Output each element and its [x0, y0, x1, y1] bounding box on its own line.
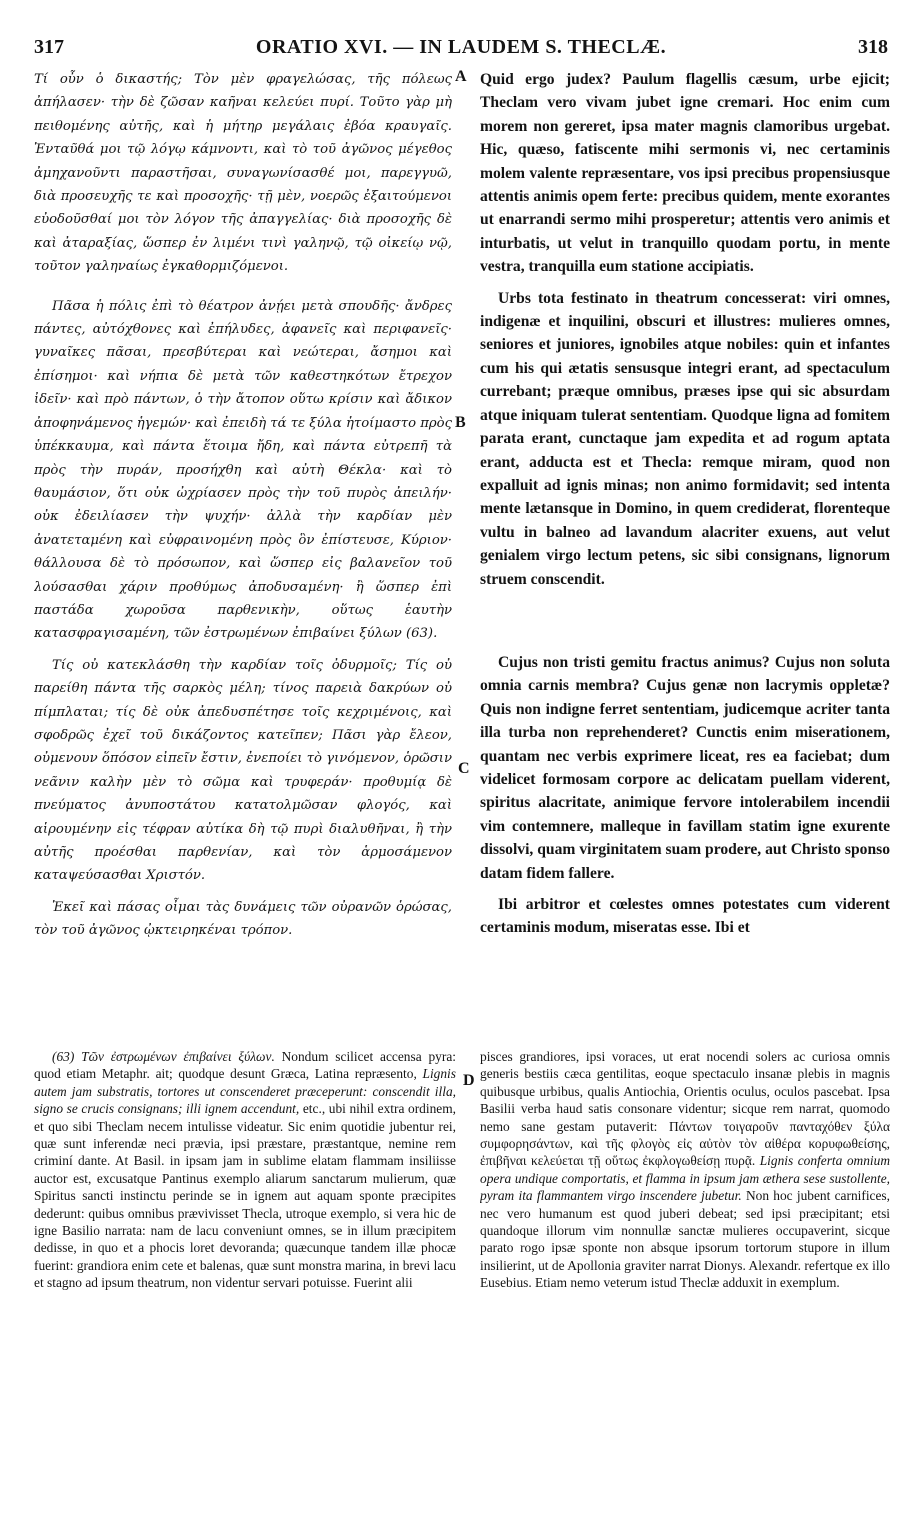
section-letter-c: C	[458, 760, 470, 777]
footnote-left-column	[34, 1048, 456, 1518]
footnote-text: Non hoc jubent carnifices, nec vero humanum est quod juberi debeat; sed ipsi præcipitant; etsi quandoque illorum vim nonnullæ sanctæ mulieres occupaverint, sicque parato rogo ipsæ sponte non absque ipsorum tortorum stupore in illum insilierint, ut de Apollonia graviter narrat Dionys. Alexandr. refertque ex illo Eusebius. Etiam nemo veterum istud Theclæ adduxit in exemplum.	[480, 1188, 890, 1291]
footnote-text: etc., ubi nihil extra ordinem, et quo sibi Theclam necem intulisse videatur. Sic enim quotidie jubentur rei, quæ sunt inferendæ neci prævia, ipsi præstare, præstantque, nemine rem criminí dante. At Basil. in ipsam jam in sublime elatam flammam insiliisse auctor est, excusatque Pantinus exemplo aliarum sanctarum mulierum, quæ Spiritus sancti instinctu perinde se in ignem aut aquam sponte præcipites dederunt: quibus omnibus prævivisset Thecla, utroque exemplo, si vera hic de igne Basilio narrata: nam de lacu conveniunt omnes, se in illum præcipitem dedisse, in quo et a phocis loret devoranda; quæcunque tandem illæ phocæ fuerint: grandiora enim cete et balenas, quæ sunt monstra marina, in brevi lacu et stagno ad ipsum theatrum, non videntur servari potuisse. Fuerint alii	[34, 1101, 456, 1291]
latin-text-column	[480, 68, 890, 1038]
greek-paragraph: Τί οὖν ὁ δικαστής; Τὸν μὲν φραγελώσας, τῆς πόλεως ἀπήλασεν· τὴν δὲ ζῶσαν καῆναι κελεύει πυρί. Τοῦτο γὰρ μὴ πειθομένης αὐτῆς, καὶ ἡ μήτηρ μεγάλαις ἐβόα κραυγαῖς. Ἐνταῦθά μοι τῷ λόγῳ κάμνοντι, καὶ τὸ τοῦ ἀγῶνος μέγεθος ἀμηχανοῦντι παραστῆσαι, συναγωνίσασθέ μοι, παρεγγυῶ, διὰ προσευχῆς τε καὶ προσοχῆς· τῇ μὲν, νοερῶς ἐξαιτούμενοι εὐοδοῦσθαί μοι τὸν λόγον τῆς ἀπαγγελίας· διὰ προσοχῆς δὲ καὶ ἀταραξίας, ὥσπερ ἐν λιμένι τινὶ γαληνῷ, τῷ οἰκείῳ νῷ, τοῦτον γαληναίως ἐγκαθορμιζόμενοι.	[34, 72, 452, 275]
page-header	[34, 36, 888, 62]
footnote-continuation	[480, 1048, 890, 1292]
footnote-right-column	[480, 1048, 890, 1518]
section-letter-a: A	[455, 68, 467, 85]
footnote-63	[34, 1048, 456, 1292]
greek-paragraph: Τίς οὐ κατεκλάσθη τὴν καρδίαν τοῖς ὀδυρμοῖς; Τίς οὐ παρείθη πάντα τῆς σαρκὸς μέλη; τίνος παρειὰ δακρύων οὐ πίμπλαται; τίς δὲ οὐκ ἀπεδυσπέτησε τοῖς κεχριμένοις, καὶ σφοδρῶς ἐχεῖ τοῦ δικάζοντος κατεῖπεν; Πᾶσι γὰρ ἔλεον, οὐμενουν ὅπόσον εἰπεῖν ἔστιν, ἐνεποίει τὸ γινόμενον, ὁρῶσιν νεᾶνιν καλὴν μὲν τὸ σῶμα καὶ τρυφεράν· προθυμίᾳ δὲ πνεύματος ἀνυποστάτου κατατολμῶσαν φλογός, καὶ αἱρουμένην εἰς τέφραν αὐτίκα δὴ τῷ πυρὶ διαλυθῆναι, ἢ τὴν αὐτῆς προέσθαι παρθενίαν, καὶ τὸν ἁρμοσάμενον καταψεύσασθαι Χριστόν.	[34, 657, 452, 884]
section-letter-d: D	[463, 1072, 475, 1089]
section-letter-b: B	[455, 414, 466, 431]
footnote-text: pisces grandiores, ipsi voraces, ut erat nocendi solers ac curiosa omnis generis bestiis cæca gentilitas, eoque spectaculo insanæ plebis in magnis quibusque urbibus, qualis Antiochia, Orientis oculus, oculos pascebat. Ipsa Basilii verba haud satis consonare videntur; sicque rem narrat, quomodo nemo sane gestam putaverit: Πάντων τοιγαροῦν πανταχόθεν ξύλα συμφορησάντων, καὶ τῆς φλογὸς εἰς αὐτὸν τὸν αἰθέρα κορυφωθείσης, ἐπιβῆναι κελεύεται τῇ οὕτως ἐκφλογωθείσῃ πυρᾷ.	[480, 1049, 890, 1169]
footnote-text: Nondum scilicet accensa pyra: quod etiam Metaphr. ait; quodque desunt Græca, Latina repræsento,	[34, 1049, 456, 1082]
footnote-italic-quote: Lignis conferta omnium opera undique comportatis, et flamma in ipsum jam æthera sese sustollente, pyram ita flammantem virgo inscendere jubetur.	[480, 1153, 890, 1204]
latin-paragraph: Quid ergo judex? Paulum flagellis cæsum, urbe ejicit; Theclam vero vivam jubet igne cremari. Hoc enim cum morem non gereret, ipsa mater magnis clamoribus urgebat. Hic, quæso, fatiscente mihi sermonis vi, nec certaminis molem valente repræsentare, vos ipsi precibus propensiusque attentis animis opem ferte: precibus quidem, mente exorantes ut enarrandi sermo mihi prosperetur; attentis vero animis et inturbatis, ut velut in tranquillo quodam portu, in mente vestra, tranquilla eum statione accipiatis.	[480, 71, 890, 276]
latin-paragraph: Ibi arbitror et cœlestes omnes potestates cum viderent certaminis modum, miseratas esse. Ibi et	[480, 896, 890, 937]
running-title: ORATIO XVI. — IN LAUDEM S. THECLÆ.	[255, 36, 667, 58]
greek-paragraph: Ἐκεῖ καὶ πάσας οἶμαι τὰς δυνάμεις τῶν οὐρανῶν ὁρώσας, τὸν τοῦ ἀγῶνος ᾠκτειρηκέναι τρόπον.	[34, 899, 452, 939]
latin-paragraph: Urbs tota festinato in theatrum concesserat: viri omnes, indigenæ et inquilini, obscuri et illustres: mulieres omnes, seniores et juniores, ignobiles atque nobiles: quin et infantes cum his qui ætatis sensusque integri erant, ad spectaculum currebant; præque omnibus, præses ipse qui sic absurdam atque iniquam tulerat sententiam. Quodque ligna ad fomitem parata erant, cunctaque jam expedita et ad rogum aptata erant, adducta est et Thecla: remque miram, quod non expalluit ad ignis minas; non animo formidavit; sed intenta mente lætansque in Domino, in quem crediderat, florenteque vultu in balneo ad lavandum alacriter exuens, aut velut genialem virgo lectum petens, sic sibi consignans, lignorum struem conscendit.	[480, 289, 890, 588]
page-number-right: 318	[858, 36, 888, 58]
footnote-italic-quote: Lignis autem jam substratis, tortores ut conscenderet præceperunt: conscendit illa, signo se crucis consignans; illi ignem accendunt,	[34, 1066, 456, 1117]
greek-text-column	[34, 68, 452, 1038]
footnote-lemma: (63) Τῶν ἐστρωμένων ἐπιβαίνει ξύλων.	[52, 1049, 275, 1064]
greek-paragraph: Πᾶσα ἡ πόλις ἐπὶ τὸ θέατρον ἀνῄει μετὰ σπουδῆς· ἄνδρες πάντες, αὐτόχθονες καὶ ἐπήλυδες, ἀφανεῖς καὶ περιφανεῖς· γυναῖκες πᾶσαι, πρεσβύτεραι καὶ νεώτεραι, ἄσημοι καὶ ἐπίσημοι· καὶ νήπια δὲ μετὰ τῶν καθεστηκότων ἔτρεχον ἰδεῖν· καὶ πρὸ πάντων, ὁ τὴν ἄτοπον οὕτω κρίσιν καὶ ἄδικον ἀποφηνάμενος ἡγεμών· καὶ ἐπειδὴ τά τε ξύλα ἡτοίμαστο πρὸς ὑπέκκαυμα, καὶ πάντα ἕτοιμα ἤδη, καὶ πάντα εὐτρεπῆ τὰ πρὸς τὴν πυράν, προσήχθη καὶ αὐτὴ Θέκλα· καὶ τὸ θαυμάσιον, ὅτι οὐκ ὠχρίασεν πρὸς τὴν τοῦ πυρὸς ἀπειλήν· οὐκ ἐδειλίασεν τὴν ψυχήν· ἀλλὰ τὴν καρδίαν μὲν ἀνατεταμένη καὶ εὐφραινομένη πρὸς ὃν ἐπίστευσε, Κύριον· θάλλουσα δὲ τὸ πρόσωπον, καὶ ὥσπερ εἰς βαλανεῖον τοῦ λούσασθαι χάριν προθύμως ἀποδυσαμένη· ἢ ὥσπερ ἐπὶ παστάδα χωροῦσα παρθενικὴν, οὕτως ἑαυτὴν κατασφραγισαμένη, τῶν ἐστρωμένων ἐπιβαίνει ξύλων (63).	[34, 298, 452, 642]
latin-paragraph: Cujus non tristi gemitu fractus animus? Cujus non soluta omnia carnis membra? Cujus genæ non lacrymis oppletæ? Quis non indigne ferret sententiam, judicemque acriter tanta illa turba non reprehenderet? Cunctis enim miserationem, quantam nec verbis exprimere liceat, res ea faciebat; dum videlicet formosam corpore ac delicatam puellam viderent, spiritus alacritate, animique fervore intolerabilem incendii vim contemnere, malleque in favillam statim igne exurente dissolvi, quam virginitatem suam prodere, aut Christo sponso datam fidem fallere.	[480, 653, 890, 882]
page-number-left: 317	[34, 36, 64, 58]
